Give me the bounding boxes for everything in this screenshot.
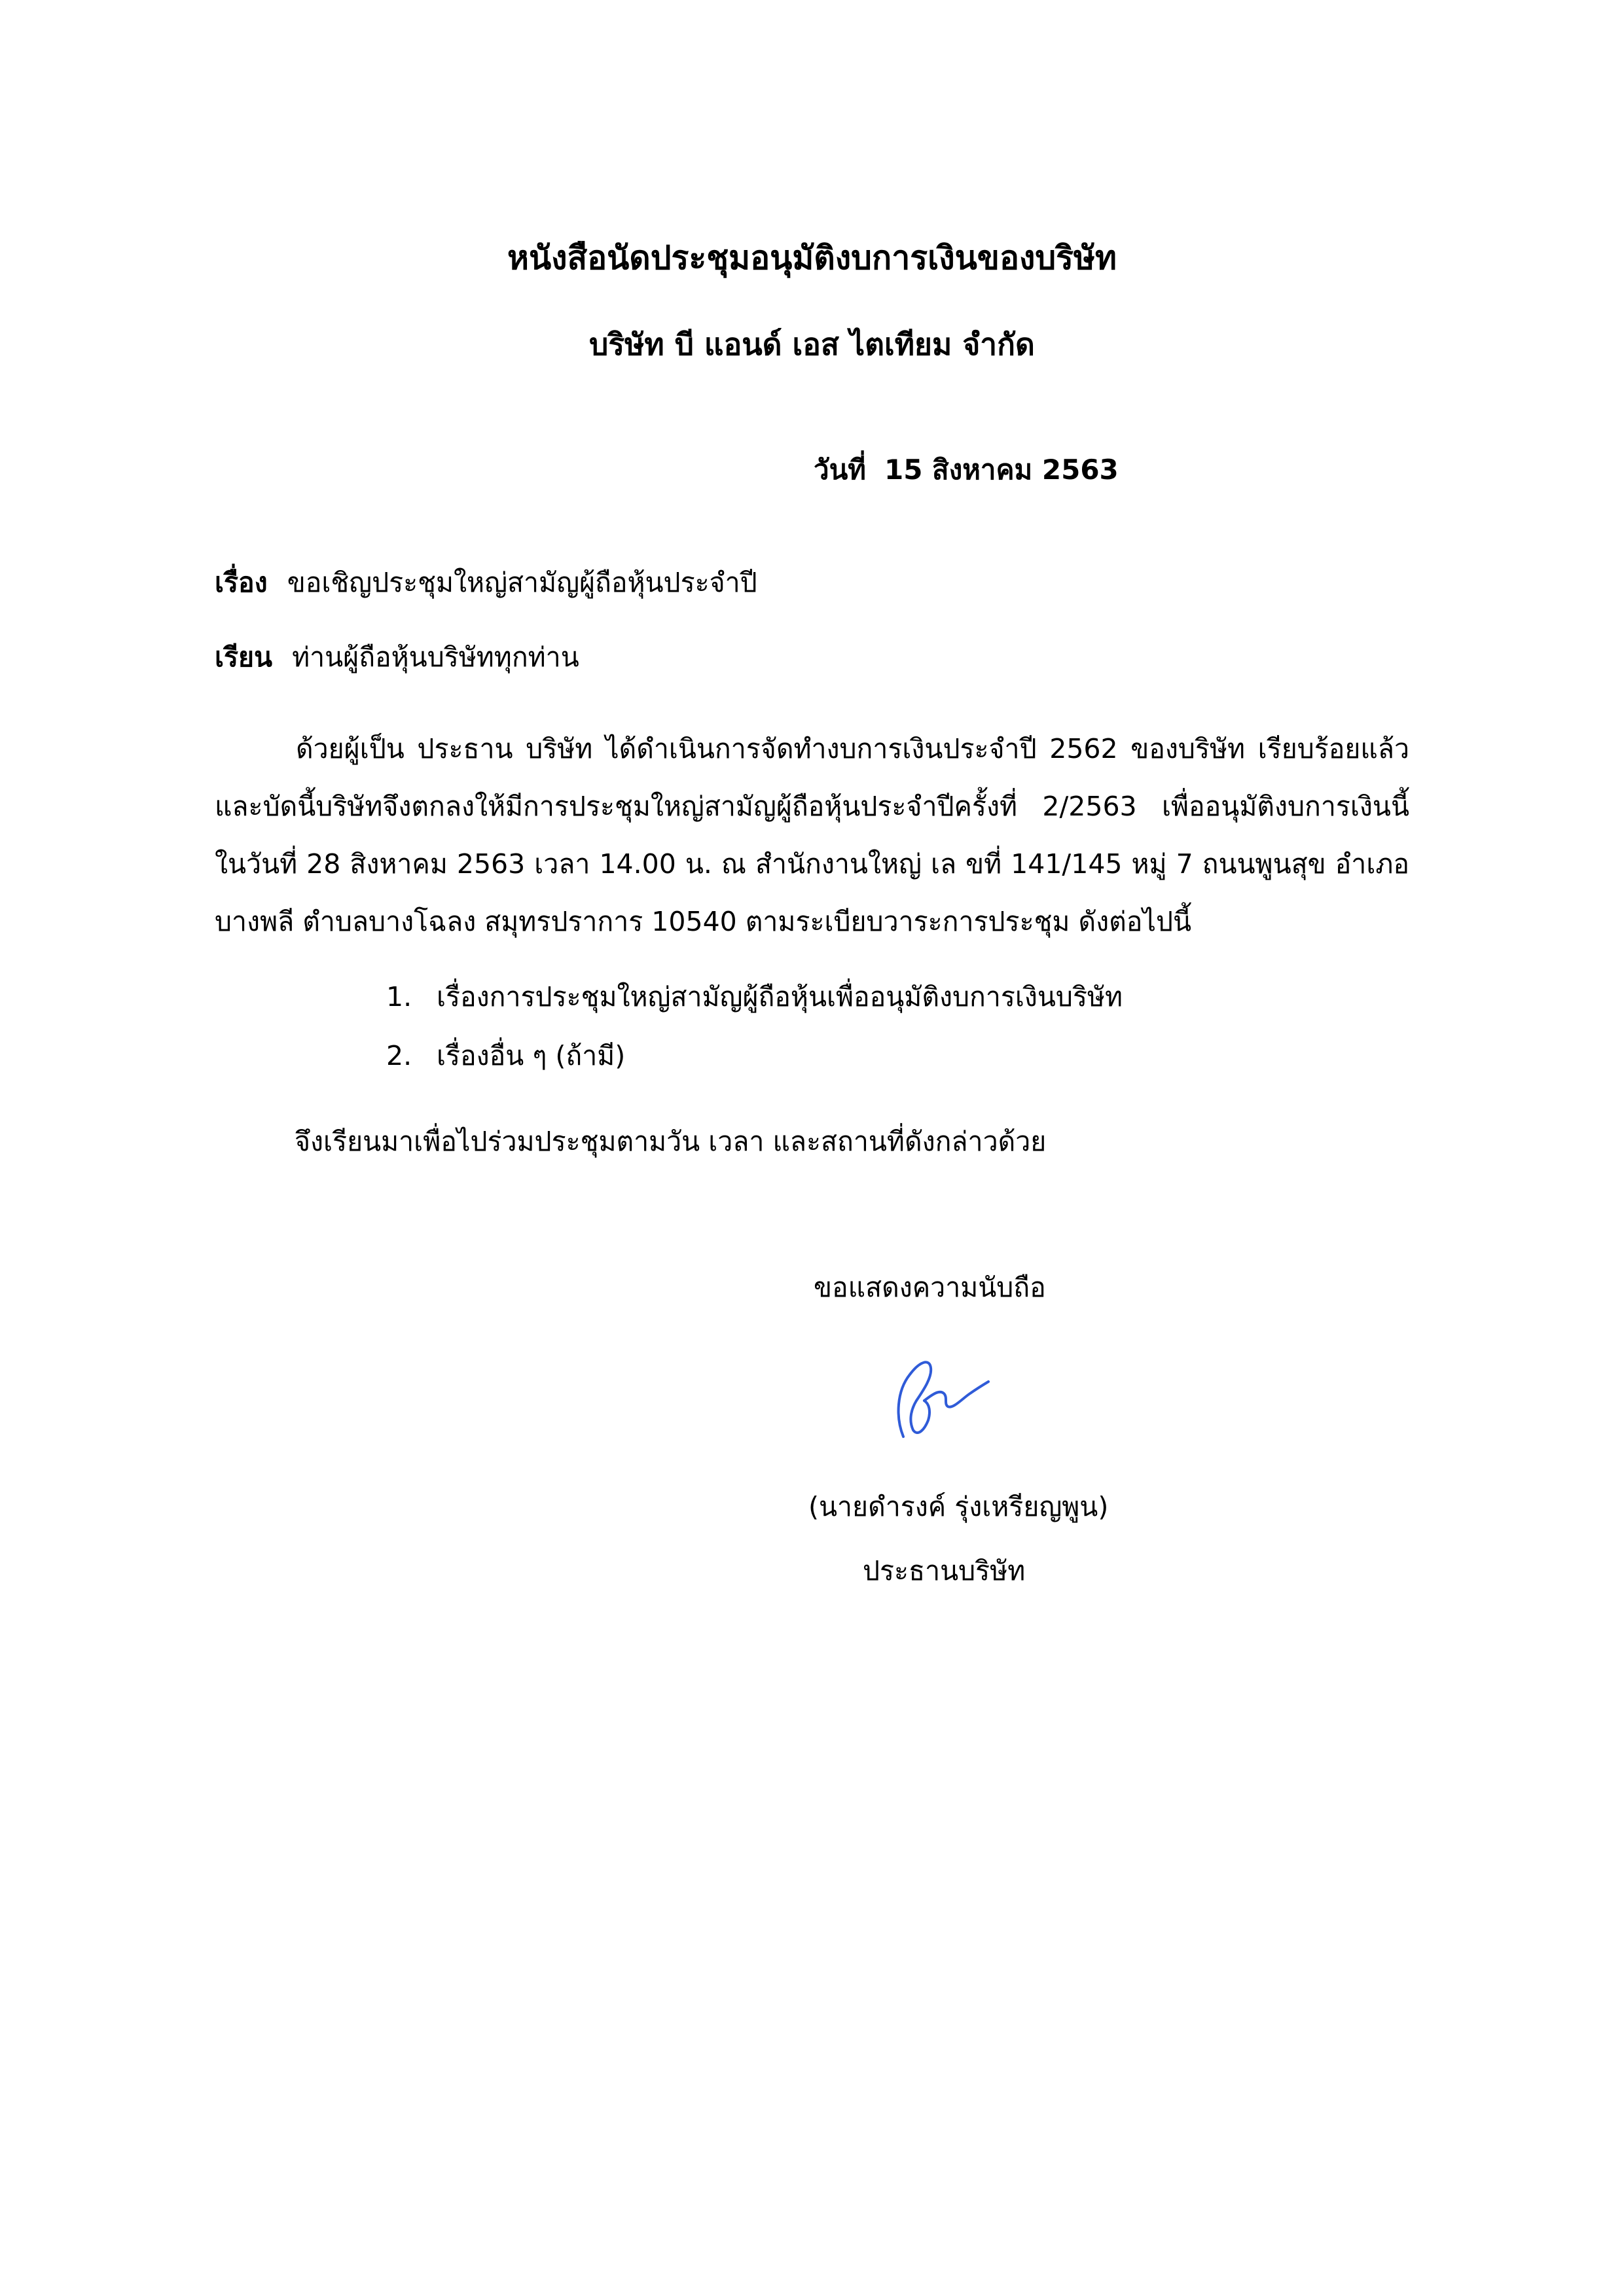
recipient-row bbox=[215, 636, 579, 679]
body-line: ด้วยผู้เป็น ประธาน บริษัท ได้ดำเนินการจัดทำงบการเงินประจำปี 2562 ของบริษัท เรียบร้อยแล้ว bbox=[296, 733, 1409, 764]
body-line: ในวันที่ 28 สิงหาคม 2563 เวลา 14.00 น. ณ สำนักงานใหญ่ เล ขที่ 141/145 หมู่ 7 ถนนพูนสุข อำเภอ bbox=[215, 848, 1409, 880]
subject-label: เรื่อง bbox=[215, 567, 268, 598]
signer-name: (นายดำรงค์ รุ่งเหรียญพูน) bbox=[808, 1491, 1109, 1522]
date-label: วันที่ bbox=[814, 454, 866, 486]
closing-sentence: จึงเรียนมาเพื่อไปร่วมประชุมตามวัน เวลา และสถานที่ดังกล่าวด้วย bbox=[295, 1126, 1047, 1157]
signer-title: ประธานบริษัท bbox=[863, 1555, 1026, 1587]
body-line: และบัดนี้บริษัทจึงตกลงให้มีการประชุมใหญ่สามัญผู้ถือหุ้นประจำปีครั้งที่ 2/2563 เพื่ออนุมัติงบการเงินนี้ bbox=[215, 791, 1409, 822]
signature-stroke bbox=[924, 1382, 988, 1407]
date-line bbox=[814, 448, 1119, 492]
body-line: บางพลี ตำบลบางโฉลง สมุทรปราการ 10540 ตามระเบียบวาระการประชุม ดังต่อไปนี้ bbox=[215, 906, 1192, 937]
recipient-label: เรียน bbox=[215, 641, 273, 673]
subject-value: ขอเชิญประชุมใหญ่สามัญผู้ถือหุ้นประจำปี bbox=[287, 567, 757, 598]
recipient-value: ท่านผู้ถือหุ้นบริษัททุกท่าน bbox=[292, 641, 579, 673]
agenda-item-number: 2. bbox=[386, 1040, 412, 1071]
agenda-item-text: เรื่องการประชุมใหญ่สามัญผู้ถือหุ้นเพื่ออนุมัติงบการเงินบริษัท bbox=[437, 981, 1123, 1013]
document-title: หนังสือนัดประชุมอนุมัติงบการเงินของบริษัท bbox=[507, 239, 1117, 277]
date-value: 15 สิงหาคม 2563 bbox=[884, 454, 1119, 486]
agenda-item-text: เรื่องอื่น ๆ (ถ้ามี) bbox=[437, 1040, 626, 1071]
handwritten-signature bbox=[884, 1338, 998, 1463]
subject-row bbox=[215, 562, 757, 604]
regards-text: ขอแสดงความนับถือ bbox=[814, 1272, 1046, 1303]
agenda-list bbox=[386, 967, 1123, 1085]
agenda-item-number: 1. bbox=[386, 981, 412, 1013]
company-name: บริษัท บี แอนด์ เอส ไตเทียม จำกัด bbox=[589, 327, 1035, 362]
agenda-item bbox=[386, 967, 1123, 1026]
body-paragraph bbox=[215, 720, 1409, 950]
agenda-item bbox=[386, 1026, 1123, 1085]
